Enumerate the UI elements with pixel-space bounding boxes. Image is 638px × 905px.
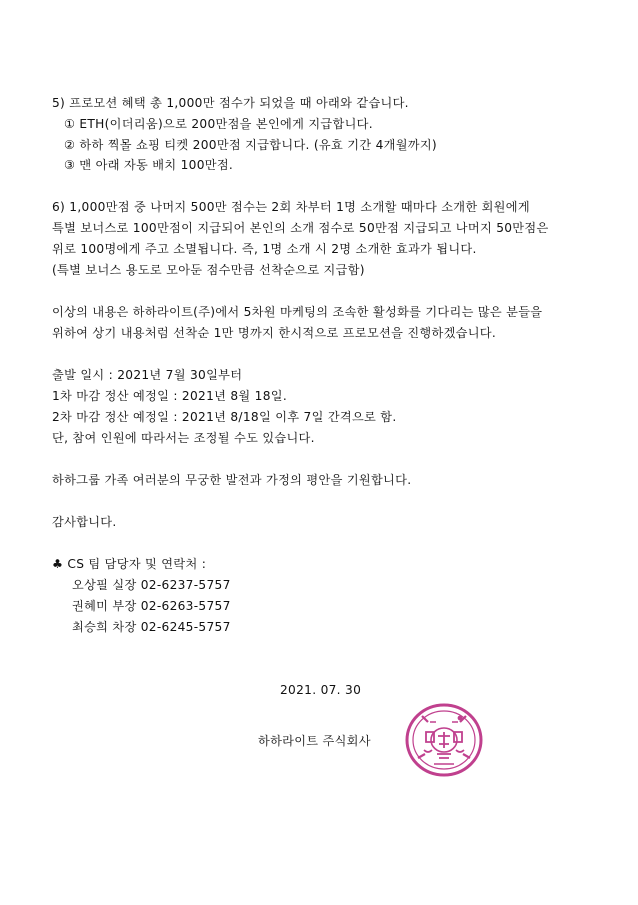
closing-paragraph-line-1: 이상의 내용은 하하라이트(주)에서 5차원 마케팅의 조속한 활성화를 기다리는 많은 분들을 — [52, 305, 543, 319]
section5-item-2: ② 하하 찍몰 쇼핑 티켓 200만점 지급합니다. (유효 기간 4개월까지) — [64, 138, 437, 152]
section5-item-1: ① ETH(이더리움)으로 200만점을 본인에게 지급합니다. — [64, 117, 373, 131]
closing-wish: 하하그룹 가족 여러분의 무궁한 발전과 가정의 평안을 기원합니다. — [52, 473, 412, 487]
section6-line-3: 위로 100명에게 주고 소멸됩니다. 즉, 1명 소개 시 2명 소개한 효과가 됩니다. — [52, 242, 477, 256]
section6-line-2: 특별 보너스로 100만점이 지급되어 본인의 소개 점수로 50만점 지급되고 나머지 50만점은 — [52, 221, 549, 235]
section5-heading: 5) 프로모션 혜택 총 1,000만 점수가 되었을 때 아래와 같습니다. — [52, 96, 409, 110]
schedule-second-settlement: 2차 마감 정산 예정일 : 2021년 8/18일 이후 7일 간격으로 함. — [52, 410, 397, 424]
seal-graphic — [404, 702, 484, 778]
schedule-first-settlement: 1차 마감 정산 예정일 : 2021년 8월 18일. — [52, 389, 288, 403]
section6-line-4: (특별 보너스 용도로 모아둔 점수만큼 선착순으로 지급함) — [52, 263, 365, 277]
contact-person-1: 오상필 실장 02-6237-5757 — [72, 578, 231, 592]
thanks-text: 감사합니다. — [52, 515, 117, 529]
section6-line-1: 6) 1,000만점 중 나머지 500만 점수는 2회 차부터 1명 소개할 때마다 소개한 회원에게 — [52, 200, 530, 214]
schedule-note: 단, 참여 인원에 따라서는 조정될 수도 있습니다. — [52, 431, 315, 445]
contacts-heading: ♣ CS 팀 담당자 및 연락처 : — [52, 557, 207, 571]
company-name: 하하라이트 주식회사 — [258, 734, 371, 748]
company-seal-stamp — [404, 702, 484, 778]
closing-paragraph-line-2: 위하여 상기 내용처럼 선착순 1만 명까지 한시적으로 프로모션을 진행하겠습니다. — [52, 326, 497, 340]
document-date: 2021. 07. 30 — [280, 683, 362, 697]
contact-person-3: 최승희 차장 02-6245-5757 — [72, 620, 231, 634]
section5-item-3: ③ 맨 아래 자동 배치 100만점. — [64, 158, 234, 172]
contact-person-2: 권혜미 부장 02-6263-5757 — [72, 599, 231, 613]
schedule-start: 출발 일시 : 2021년 7월 30일부터 — [52, 368, 243, 382]
